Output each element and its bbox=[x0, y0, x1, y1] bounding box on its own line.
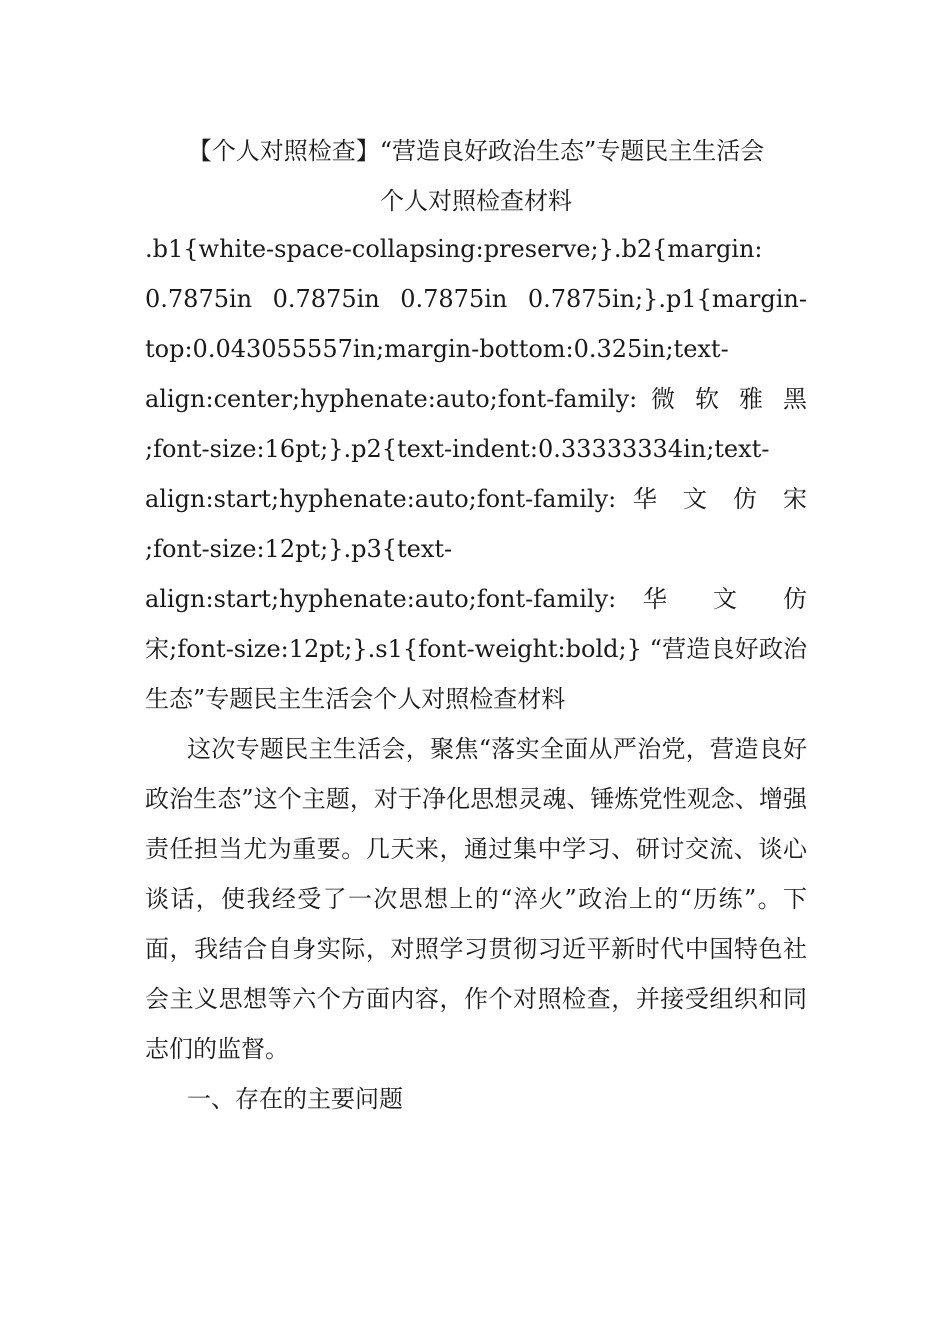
title-line-2: 个人对照检查材料 bbox=[380, 187, 572, 215]
title-line-1: 【个人对照检查】“营造良好政治生态”专题民主生活会 bbox=[187, 137, 765, 165]
document-body bbox=[145, 224, 807, 1124]
section-heading: 一、存在的主要问题 bbox=[187, 1085, 403, 1113]
document-title bbox=[145, 126, 807, 226]
embedded-css-text: .b1{white-space-collapsing:preserve;}.b2{margin: 0.7875in 0.7875in 0.7875in 0.7875in;}.p1{margin-top:0.043055557in;margin-bottom:0.325in;text-align:center;hyphenate:auto;font-family: 微 软 雅 黑 ;font-size:16pt;}.p2{text-indent:0.33333334in;text-align:start;hyphenate:auto;font-family: 华 文 仿 宋 ;font-size:12pt;}.p3{text-align:start;hyphenate:auto;font-family: 华 文 仿 宋;font-size:12pt;}.s1{font-weight:bold;} “营造良好政治生态”专题民主生活会个人对照检查材料 bbox=[145, 235, 807, 713]
intro-paragraph: 这次专题民主生活会，聚焦“落实全面从严治党，营造良好政治生态”这个主题，对于净化思想灵魂、锤炼党性观念、增强责任担当尤为重要。几天来，通过集中学习、研讨交流、谈心谈话，使我经受了一次思想上的“淬火”政治上的“历练”。下面，我结合自身实际，对照学习贯彻习近平新时代中国特色社会主义思想等六个方面内容，作个对照检查，并接受组织和同志们的监督。 bbox=[145, 735, 807, 1063]
